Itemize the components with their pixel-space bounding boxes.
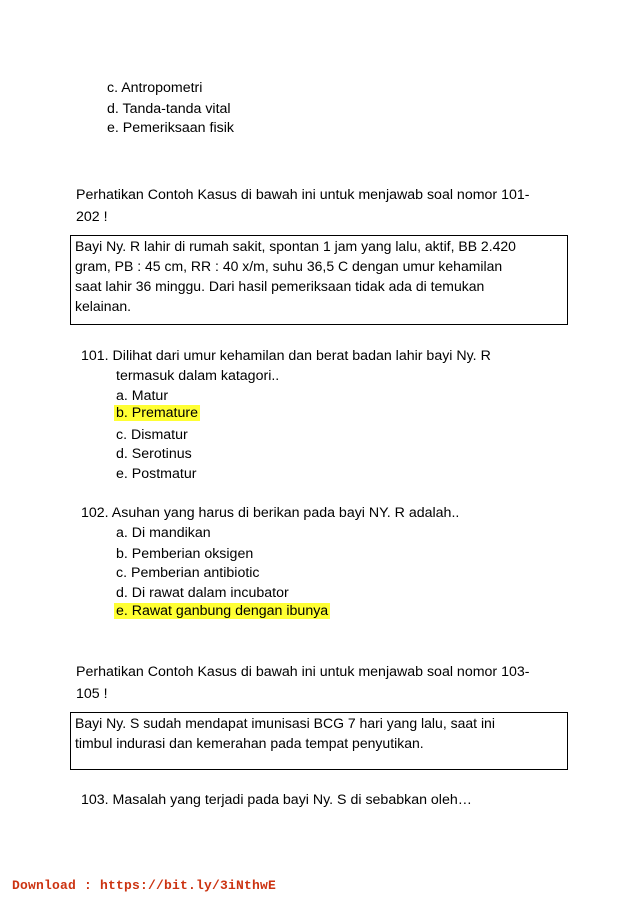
answer-highlight: b. Premature (116, 405, 199, 421)
q101-option-c: c. Dismatur (116, 427, 188, 443)
option-d-tanda-tanda-vital: d. Tanda-tanda vital (107, 101, 231, 117)
q102-option-b: b. Pemberian oksigen (116, 546, 254, 562)
q102-option-a: a. Di mandikan (116, 525, 211, 541)
case-box-1 (70, 235, 568, 325)
q101-option-d: d. Serotinus (116, 446, 192, 462)
case-1-line-2: gram, PB : 45 cm, RR : 40 x/m, suhu 36,5 C dengan umur kehamilan (75, 258, 503, 274)
case-2-line-1: Bayi Ny. S sudah mendapat imunisasi BCG 7 hari yang lalu, saat ini (75, 715, 495, 731)
q101-option-a: a. Matur (116, 388, 169, 404)
answer-highlight: e. Rawat ganbung dengan ibunya (116, 603, 329, 619)
q102-option-d: d. Di rawat dalam incubator (116, 585, 289, 601)
q101-option-e: e. Postmatur (116, 466, 197, 482)
q101-option-b-answer (116, 404, 200, 422)
case-1-line-4: kelainan. (75, 298, 132, 314)
intro-2-line-1: Perhatikan Contoh Kasus di bawah ini untuk menjawab soal nomor 103- (76, 664, 530, 680)
q102-stem: 102. Asuhan yang harus di berikan pada bayi NY. R adalah.. (81, 505, 460, 521)
download-link[interactable]: Download : https://bit.ly/3iNthwE (12, 878, 277, 893)
q101-stem-line-2: termasuk dalam katagori.. (116, 368, 280, 384)
q102-option-c: c. Pemberian antibiotic (116, 565, 260, 581)
q102-option-e-answer (116, 602, 330, 620)
option-e-pemeriksaan-fisik: e. Pemeriksaan fisik (107, 120, 234, 136)
intro-1-line-1: Perhatikan Contoh Kasus di bawah ini untuk menjawab soal nomor 101- (76, 187, 530, 203)
intro-2-line-2: 105 ! (76, 686, 108, 702)
q101-stem-line-1: 101. Dilihat dari umur kehamilan dan berat badan lahir bayi Ny. R (81, 348, 491, 364)
case-1-line-3: saat lahir 36 minggu. Dari hasil pemeriksaan tidak ada di temukan (75, 278, 485, 294)
case-1-line-1: Bayi Ny. R lahir di rumah sakit, spontan 1 jam yang lalu, aktif, BB 2.420 (75, 238, 516, 254)
q103-stem: 103. Masalah yang terjadi pada bayi Ny. S di sebabkan oleh… (81, 792, 472, 808)
intro-1-line-2: 202 ! (76, 209, 108, 225)
case-box-2 (70, 712, 568, 770)
option-c-antropometri: c. Antropometri (107, 80, 203, 96)
case-2-line-2: timbul indurasi dan kemerahan pada tempat penyutikan. (75, 735, 424, 751)
